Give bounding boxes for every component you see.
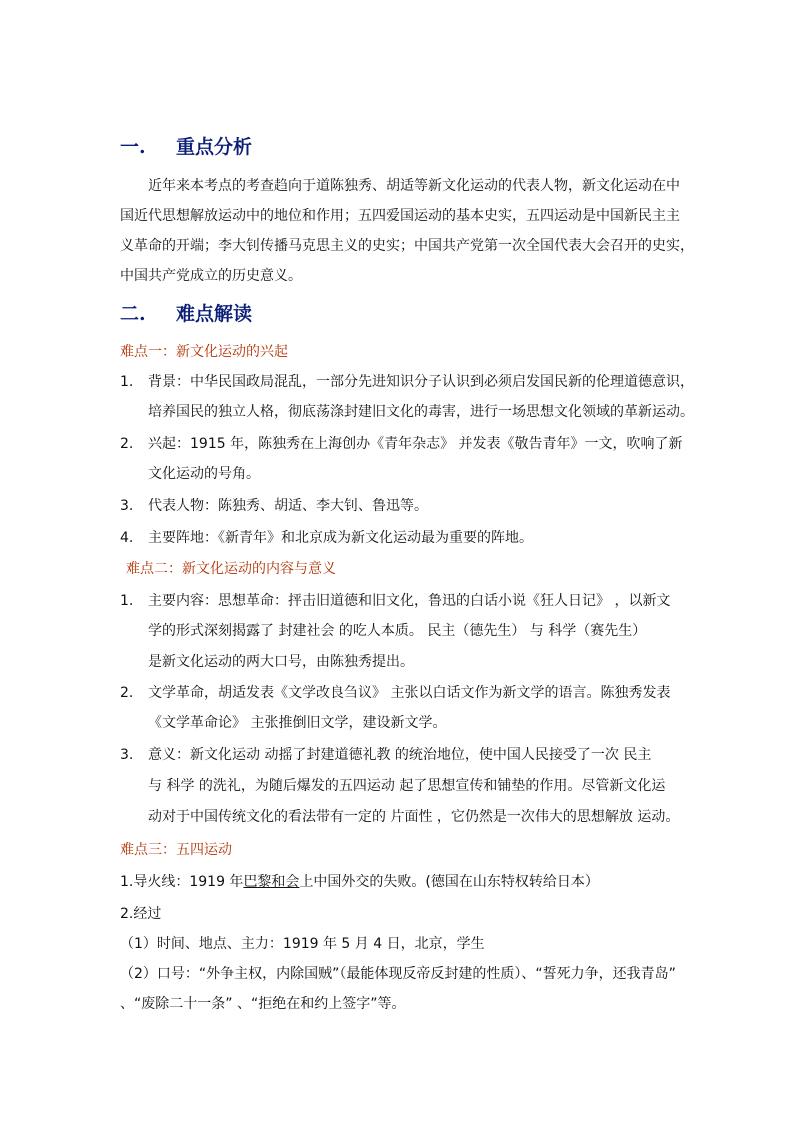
list-number: 3. — [120, 747, 134, 763]
text-span: 上中国外交的失败。(德国在山东特权转给日本） — [299, 874, 599, 890]
subheading-difficulty-2: 难点二：新文化运动的内容与意义 — [126, 561, 336, 577]
list-item-line: 是新文化运动的两大口号，由陈独秀提出。 — [148, 654, 414, 670]
list-item-line: 主要内容：思想革命：抨击旧道德和旧文化，鲁迅的白话小说《狂人日记》 ，以新文 — [148, 593, 671, 609]
section-title: 难点解读 — [176, 303, 253, 325]
list-number: 1. — [120, 593, 134, 609]
list-item-line: 动对于中国传统文化的看法带有一定的 片面性 ，它仍然是一次伟大的思想解放 运动。 — [148, 809, 680, 825]
paragraph-line: （1）时间、地点、主力：1919 年 5 月 4 日，北京，学生 — [120, 936, 485, 952]
list-item-line: 学的形式深刻揭露了 封建社会 的吃人本质。 民主（德先生） 与 科学（赛先生） — [148, 623, 647, 639]
section-number: 二. — [120, 303, 146, 325]
list-item-line: 《文学革命论》 主张推倒旧文学，建设新文学。 — [148, 715, 447, 731]
subheading-difficulty-3: 难点三：五四运动 — [120, 842, 232, 858]
section-heading-1 — [120, 137, 252, 157]
list-number: 2. — [120, 685, 134, 701]
subheading-difficulty-1: 难点一：新文化运动的兴起 — [120, 344, 288, 360]
underlined-term: 巴黎和会 — [243, 874, 300, 890]
list-number: 1. — [120, 374, 134, 390]
list-number: 3. — [120, 498, 134, 514]
paragraph-line: 中国共产党成立的历史意义。 — [120, 268, 302, 284]
list-item-line: 兴起：1915 年，陈独秀在上海创办《青年杂志》 并发表《敬告青年》一文，吹响了新 — [148, 436, 683, 452]
paragraph-line: 、“废除二十一条” 、“拒绝在和约上签字”等。 — [120, 996, 406, 1012]
paragraph-line: （2）口号：“外争主权，内除国贼”（最能体现反帝反封建的性质）、“誓死力争，还我青岛” — [120, 966, 676, 982]
paragraph-line: 国近代思想解放运动中的地位和作用；五四爱国运动的基本史实，五四运动是中国新民主主 — [120, 208, 680, 224]
paragraph-line: 近年来本考点的考查趋向于道陈独秀、胡适等新文化运动的代表人物，新文化运动在中 — [148, 178, 680, 194]
list-item-line: 培养国民的独立人格，彻底荡涤封建旧文化的毒害，进行一场思想文化领域的革新运动。 — [148, 404, 694, 420]
paragraph-line: 2.经过 — [120, 906, 162, 922]
section-number: 一. — [120, 136, 146, 158]
list-item-line: 与 科学 的洗礼，为随后爆发的五四运动 起了思想宣传和铺垫的作用。尽管新文化运 — [148, 778, 666, 794]
list-item-line: 文化运动的号角。 — [148, 466, 260, 482]
list-item-line: 文学革命，胡适发表《文学改良刍议》 主张以白话文作为新文学的语言。陈独秀发表 — [148, 685, 671, 701]
paragraph-line: 义革命的开端；李大钊传播马克思主义的史实；中国共产党第一次全国代表大会召开的史实， — [120, 238, 694, 254]
list-number: 4. — [120, 530, 134, 546]
list-item-line: 代表人物：陈独秀、胡适、李大钊、鲁迅等。 — [148, 498, 428, 514]
list-number: 2. — [120, 436, 134, 452]
list-item-line: 背景：中华民国政局混乱，一部分先进知识分子认识到必须启发国民新的伦理道德意识， — [148, 374, 694, 390]
list-item-line: 主要阵地：《新青年》和北京成为新文化运动最为重要的阵地。 — [148, 530, 533, 546]
paragraph-line — [120, 872, 599, 892]
section-heading-2 — [120, 304, 252, 324]
text-span: 1.导火线：1919 年 — [120, 874, 244, 890]
section-title: 重点分析 — [176, 136, 253, 158]
list-item-line: 意义：新文化运动 动摇了封建道德礼教 的统治地位，使中国人民接受了一次 民主 — [148, 747, 652, 763]
